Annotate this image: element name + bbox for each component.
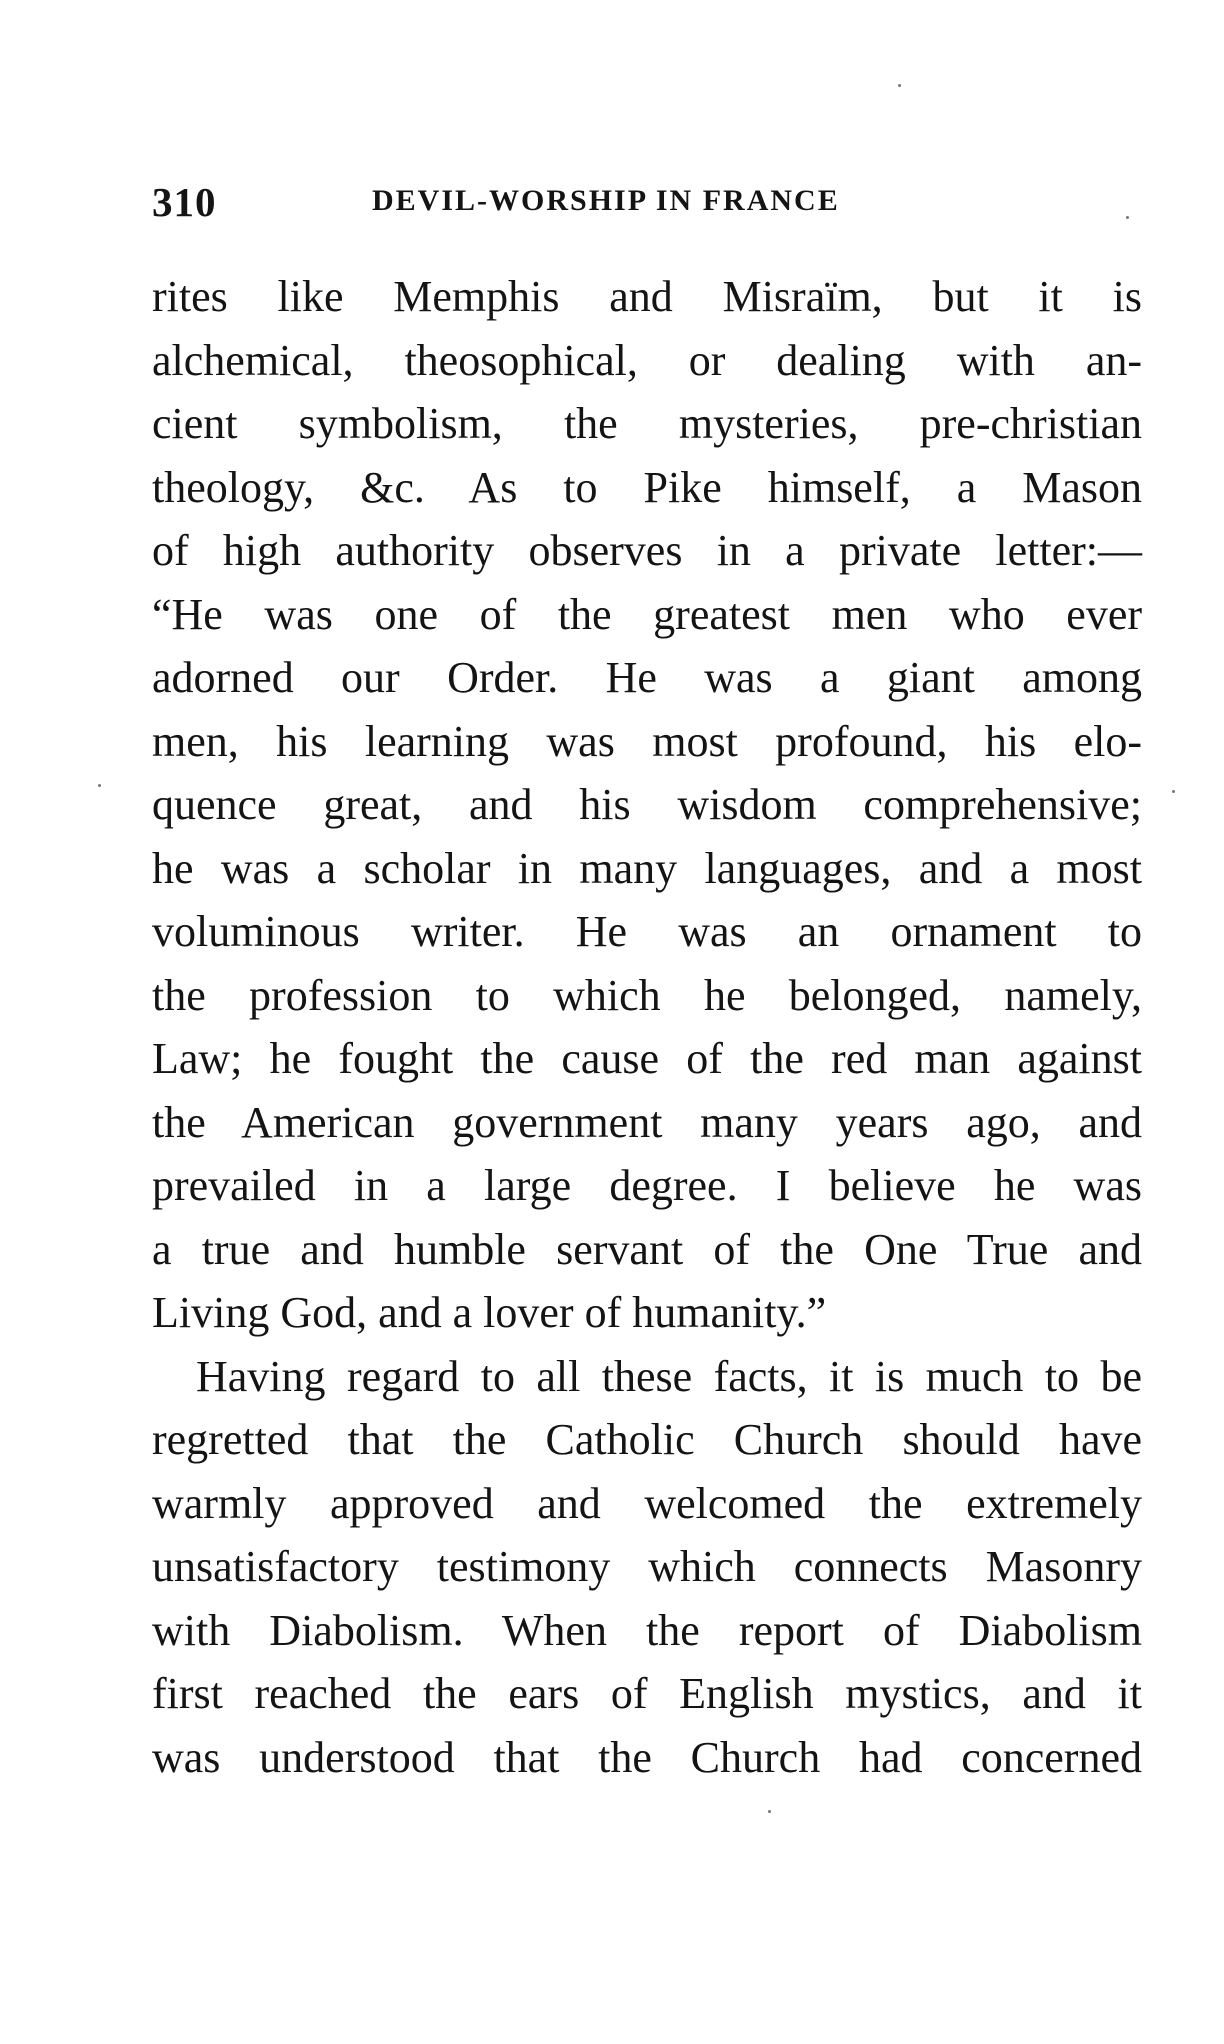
text-line: alchemical, theosophical, or dealing with an- bbox=[152, 335, 1142, 385]
text-line: first reached the ears of English mystics, and it bbox=[152, 1669, 1142, 1718]
text-line: a true and humble servant of the One True and bbox=[152, 1224, 1142, 1274]
page-header bbox=[152, 178, 1142, 238]
text-line: the American government many years ago, and bbox=[152, 1097, 1142, 1147]
paper-speck bbox=[98, 784, 101, 787]
text-line: unsatisfactory testimony which connects Masonry bbox=[152, 1542, 1142, 1591]
text-line: adorned our Order. He was a giant among bbox=[152, 653, 1142, 702]
text-line: of high authority observes in a private letter:— bbox=[152, 526, 1142, 575]
text-line: was understood that the Church had concerned bbox=[152, 1732, 1142, 1782]
paper-speck bbox=[1172, 790, 1175, 793]
text-line: rites like Memphis and Misraïm, but it is bbox=[152, 272, 1142, 321]
paper-speck bbox=[768, 1810, 771, 1813]
text-line: Law; he fought the cause of the red man against bbox=[152, 1034, 1142, 1083]
paragraph bbox=[152, 1345, 1142, 1790]
running-title: DEVIL-WORSHIP IN FRANCE bbox=[372, 184, 840, 217]
text-line: prevailed in a large degree. I believe he was bbox=[152, 1161, 1142, 1210]
page-number: 310 bbox=[152, 179, 217, 225]
paragraph bbox=[152, 265, 1142, 1345]
text-line: men, his learning was most profound, his elo- bbox=[152, 716, 1142, 766]
text-line: warmly approved and welcomed the extremely bbox=[152, 1478, 1142, 1528]
text-line: regretted that the Catholic Church should have bbox=[152, 1415, 1142, 1464]
text-line: Having regard to all these facts, it is much to be bbox=[196, 1351, 1142, 1401]
text-line: theology, &c. As to Pike himself, a Mason bbox=[152, 462, 1142, 512]
text-line: the profession to which he belonged, namely, bbox=[152, 970, 1142, 1020]
text-line: with Diabolism. When the report of Diabolism bbox=[152, 1605, 1142, 1655]
text-line: quence great, and his wisdom comprehensive; bbox=[152, 780, 1142, 829]
body-text bbox=[152, 265, 1142, 1789]
paper-speck bbox=[1126, 216, 1129, 219]
text-line: he was a scholar in many languages, and a most bbox=[152, 843, 1142, 893]
text-line: cient symbolism, the mysteries, pre-christian bbox=[152, 399, 1142, 448]
text-line: voluminous writer. He was an ornament to bbox=[152, 907, 1142, 956]
text-line: “He was one of the greatest men who ever bbox=[152, 589, 1142, 639]
text-line: Living God, and a lover of humanity.” bbox=[152, 1288, 827, 1337]
paper-speck bbox=[898, 84, 901, 87]
